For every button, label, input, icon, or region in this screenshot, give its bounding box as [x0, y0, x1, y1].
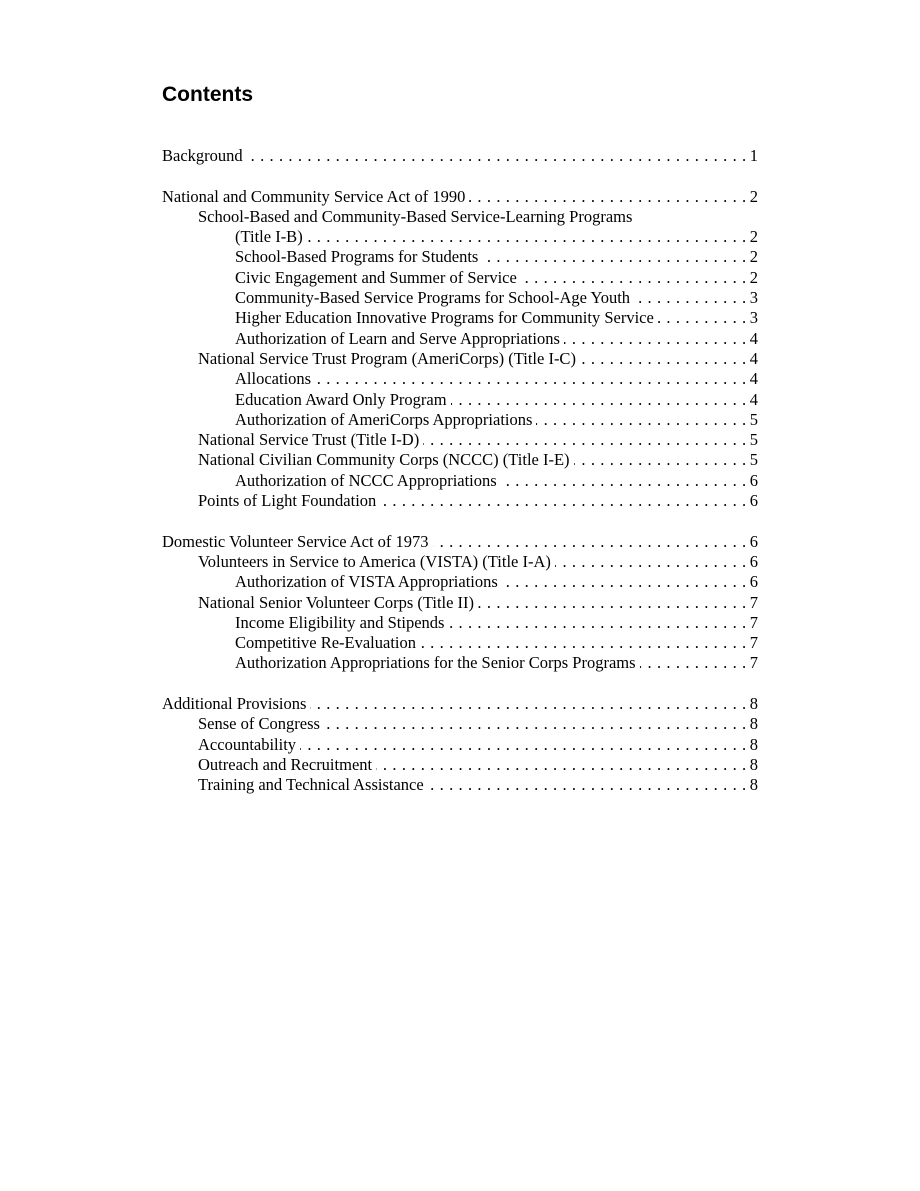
- dot-leader: [478, 593, 747, 613]
- toc-entry[interactable]: [162, 369, 758, 389]
- toc-page-number: 5: [749, 450, 758, 470]
- dot-leader: [555, 552, 747, 572]
- dot-leader: [574, 450, 747, 470]
- dot-leader: [451, 390, 747, 410]
- toc-entry-title: Authorization of VISTA Appropriations: [235, 572, 498, 592]
- dot-leader: [469, 187, 746, 207]
- toc-page-number: 2: [749, 247, 758, 267]
- toc-section: [162, 532, 758, 674]
- toc-entry[interactable]: [162, 471, 758, 491]
- toc-entry-title: Training and Technical Assistance: [198, 775, 424, 795]
- toc-entry[interactable]: [162, 491, 758, 511]
- toc-entry-title: School-Based and Community-Based Service-Learning Programs: [198, 206, 633, 226]
- toc-entry-title: Community-Based Service Programs for School-Age Youth: [235, 288, 631, 308]
- toc-entry[interactable]: [162, 288, 758, 308]
- table-of-contents: [162, 146, 758, 816]
- dot-leader: [315, 369, 747, 389]
- toc-page-number: 6: [749, 551, 758, 571]
- dot-leader: [423, 430, 747, 450]
- toc-page-number: 8: [749, 734, 758, 754]
- toc-entry[interactable]: [162, 613, 758, 633]
- toc-entry[interactable]: [162, 653, 758, 673]
- toc-entry-title: Background: [162, 146, 243, 165]
- toc-page-number: 4: [749, 369, 758, 389]
- toc-entry-title: Additional Provisions: [162, 694, 307, 714]
- toc-entry-title: National Service Trust (Title I-D): [198, 430, 420, 450]
- toc-entry[interactable]: [162, 735, 758, 755]
- toc-page-number: 5: [749, 409, 758, 429]
- toc-entry[interactable]: [162, 329, 758, 349]
- toc-entry-title: Competitive Re-Evaluation: [235, 633, 417, 653]
- toc-entry[interactable]: [162, 775, 758, 795]
- toc-page-number: 7: [749, 592, 758, 612]
- dot-leader: [247, 146, 747, 166]
- toc-page-number: 6: [749, 531, 758, 551]
- toc-entry[interactable]: [162, 714, 758, 734]
- toc-entry-title: Authorization of Learn and Serve Appropriations: [235, 328, 560, 348]
- toc-page-number: 7: [749, 612, 758, 632]
- toc-section: [162, 146, 758, 166]
- dot-leader: [521, 268, 747, 288]
- toc-entry[interactable]: [162, 593, 758, 613]
- toc-entry[interactable]: [162, 633, 758, 653]
- toc-entry[interactable]: [162, 532, 758, 552]
- toc-entry-title: Accountability: [198, 734, 297, 754]
- toc-page-number: 8: [749, 714, 758, 734]
- toc-page-number: 6: [749, 470, 758, 490]
- toc-entry[interactable]: [162, 390, 758, 410]
- toc-entry[interactable]: [162, 410, 758, 430]
- dot-leader: [420, 633, 747, 653]
- toc-entry-title: School-Based Programs for Students: [235, 247, 479, 267]
- dot-leader: [658, 308, 747, 328]
- toc-entry-title: Points of Light Foundation: [198, 491, 377, 511]
- dot-leader: [310, 694, 746, 714]
- toc-entry[interactable]: [162, 572, 758, 592]
- toc-page-number: 2: [749, 227, 758, 247]
- toc-entry-title: National Civilian Community Corps (NCCC) (Title I-E): [198, 450, 570, 470]
- toc-entry-title: Authorization Appropriations for the Senior Corps Programs: [235, 653, 636, 673]
- toc-entry[interactable]: [162, 349, 758, 369]
- toc-entry-title: National and Community Service Act of 1990: [162, 186, 466, 206]
- toc-entry[interactable]: [162, 207, 758, 227]
- toc-entry[interactable]: [162, 187, 758, 207]
- toc-entry[interactable]: [162, 755, 758, 775]
- toc-page-number: 4: [749, 328, 758, 348]
- toc-entry[interactable]: [162, 450, 758, 470]
- toc-section: [162, 187, 758, 512]
- toc-section: [162, 694, 758, 795]
- toc-entry-title: Education Award Only Program: [235, 389, 447, 409]
- toc-page-number: 8: [749, 694, 758, 714]
- toc-entry-title: Allocations: [235, 369, 312, 389]
- toc-entry-title: Authorization of AmeriCorps Appropriations: [235, 409, 533, 429]
- toc-entry-title: National Senior Volunteer Corps (Title II): [198, 592, 475, 612]
- toc-page-number: 4: [749, 389, 758, 409]
- toc-entry[interactable]: [162, 552, 758, 572]
- toc-page-number: 3: [749, 288, 758, 308]
- dot-leader: [307, 227, 747, 247]
- dot-leader: [324, 714, 747, 734]
- dot-leader: [564, 329, 747, 349]
- toc-page-number: 2: [749, 267, 758, 287]
- dot-leader: [536, 410, 746, 430]
- toc-entry-title: Authorization of NCCC Appropriations: [235, 470, 497, 490]
- toc-entry[interactable]: [162, 146, 758, 166]
- toc-entry[interactable]: [162, 694, 758, 714]
- toc-entry[interactable]: [162, 308, 758, 328]
- toc-page-number: 8: [749, 754, 758, 774]
- toc-page-number: 3: [749, 308, 758, 328]
- dot-leader: [640, 653, 747, 673]
- toc-entry[interactable]: [162, 227, 758, 247]
- dot-leader: [300, 735, 747, 755]
- toc-entry[interactable]: [162, 247, 758, 267]
- toc-entry-title: Sense of Congress: [198, 714, 320, 734]
- toc-entry-title: Income Eligibility and Stipends: [235, 612, 445, 632]
- dot-leader: [501, 471, 747, 491]
- toc-page-number: 7: [749, 633, 758, 653]
- toc-page-number: 5: [749, 430, 758, 450]
- dot-leader: [376, 755, 747, 775]
- dot-leader: [433, 532, 747, 552]
- toc-page-number: 8: [749, 775, 758, 795]
- toc-page-number: 4: [749, 348, 758, 368]
- dot-leader: [428, 775, 747, 795]
- dot-leader: [634, 288, 747, 308]
- toc-entry-title: Higher Education Innovative Programs for Community Service: [235, 308, 654, 328]
- toc-page-number: 6: [749, 491, 758, 511]
- toc-page-number: 2: [749, 186, 758, 206]
- page-title: Contents: [162, 83, 253, 106]
- toc-entry-title: (Title I-B): [235, 227, 303, 247]
- toc-entry-title: Volunteers in Service to America (VISTA) (Title I-A): [198, 551, 551, 571]
- toc-entry[interactable]: [162, 430, 758, 450]
- toc-entry-title: National Service Trust Program (AmeriCorps) (Title I-C): [198, 348, 576, 368]
- toc-entry-title: Civic Engagement and Summer of Service: [235, 267, 517, 287]
- dot-leader: [448, 613, 746, 633]
- toc-page-number: 1: [749, 146, 758, 165]
- toc-entry-title: Domestic Volunteer Service Act of 1973: [162, 531, 429, 551]
- dot-leader: [380, 491, 746, 511]
- dot-leader: [482, 247, 746, 267]
- toc-page-number: 6: [749, 572, 758, 592]
- dot-leader: [580, 349, 747, 369]
- toc-entry-title: Outreach and Recruitment: [198, 754, 373, 774]
- toc-entry[interactable]: [162, 268, 758, 288]
- dot-leader: [502, 572, 747, 592]
- toc-page-number: 7: [749, 653, 758, 673]
